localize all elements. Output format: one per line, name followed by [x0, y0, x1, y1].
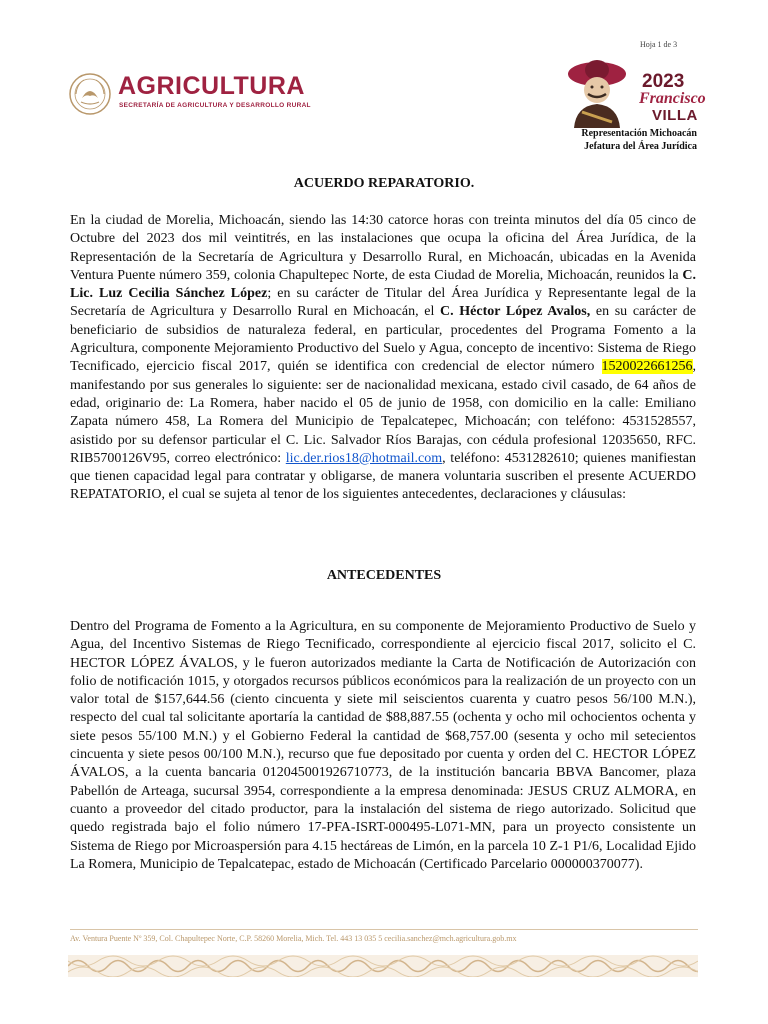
national-emblem-icon — [68, 72, 112, 116]
intro-text-1: En la ciudad de Morelia, Michoacán, siendo las 14:30 catorce horas con treinta minutos del día 05 cinco de Octubre del 2023 dos mil veintitrés, en las instalaciones que ocupa la oficina del Área Jurídica, de la Representación de la Secretaría de Agricultura y Desarrollo Rural, en Michoacán, ubicadas en la Avenida Ventura Puente número 359, colonia Chapultepec Norte, de esta Ciudad de Morelia, Michoacán, reunidos la — [70, 213, 696, 283]
brand-subtitle: SECRETARÍA DE AGRICULTURA Y DESARROLLO RURAL — [119, 102, 311, 109]
year-name-first: Francisco — [639, 90, 706, 107]
office-block — [581, 128, 697, 153]
intro-text-3: en su carácter de beneficiario de subsidios de naturaleza federal, en particular, procedentes del Programa Fomento a la Agricultura, componente Mejoramiento Productivo del Suelo y Agua, concepto de incentivo: Sistema de Riego Tecnificado, ejercicio fiscal 2017, quién se identifica con credencial de elector número — [70, 304, 696, 375]
page-number: Hoja 1 de 3 — [640, 40, 678, 49]
intro-paragraph — [70, 212, 696, 505]
agricultura-logo — [68, 68, 328, 120]
intro-text-5: , teléfono: 4531282610; quienes manifiestan que tienen capacidad legal para contratar y obligarse, de manera voluntaria suscriben el presente ACUERDO REPATATORIO, el cual se sujeta al tenor de los siguientes antecedentes, declaraciones y cláusulas: — [70, 450, 696, 503]
official-name: C. Lic. Luz Cecilia Sánchez López — [70, 267, 696, 302]
intro-text-2: ; en su carácter de Titular del Área Jurídica y Representante legal de la Secretaría de Agricultura y Desarrollo Rural en Michoacán, el — [70, 286, 697, 320]
year-label: 2023 — [642, 71, 685, 92]
antecedentes-heading: ANTECEDENTES — [326, 568, 442, 583]
email-link[interactable]: lic.der.rios18@hotmail.com — [285, 450, 443, 466]
footer-divider — [70, 929, 698, 930]
office-name: Representación Michoacán — [581, 128, 697, 139]
portrait-badge-icon — [566, 56, 628, 128]
decorative-band — [68, 955, 698, 977]
footer-address: Av. Ventura Puente Nº 359, Col. Chapultepec Norte, C.P. 58260 Morelia, Mich. Tel. 443 13 035 5 cecilia.sanchez@mch.agricultura.gob.mx — [70, 934, 517, 943]
year-logo — [566, 56, 716, 128]
brand-name: AGRICULTURA — [118, 72, 305, 100]
document-title: ACUERDO REPARATORIO. — [293, 176, 475, 191]
intro-text-4: , manifestando por sus generales lo siguiente: ser de nacionalidad mexicana, estado civil casado, de 64 años de edad, originario de: La Romera, haber nacido el 05 de junio de 1958, con domicilio en la calle: Emiliano Zapata número 458, La Romera del Municipio de Tepalcatepec, Michoacán; con teléfono: 4531528557, asistido por su defensor particular el C. Lic. Salvador Ríos Barajas, con cédula profesional 12035650, RFC. RIB5700126V95, correo electrónico: — [70, 359, 696, 466]
year-name-last: VILLA — [652, 107, 698, 124]
office-department: Jefatura del Área Jurídica — [584, 140, 697, 152]
voter-id-highlight: 1520022661256 — [601, 359, 693, 375]
beneficiary-name: C. Héctor López Avalos, — [440, 304, 591, 320]
antecedentes-paragraph: Dentro del Programa de Fomento a la Agricultura, en su componente de Mejoramiento Productivo de Suelo y Agua, del Incentivo Sistemas de Riego Tecnificado, correspondiente al ejercicio fiscal 2017, solicito el C. HECTOR LÓPEZ ÁVALOS, y le fueron autorizados mediante la Carta de Notificación de Autorización con folio de notificación 1015, y otorgados recursos públicos económicos para la realización de un proyecto con un valor total de $157,644.56 (ciento cincuenta y siete mil seiscientos cuarenta y cuatro pesos 56/100 M.N.), respecto del cual tal solicitante aportaría la cantidad de $88,887.55 (ochenta y ocho mil ochocientos ochenta y siete pesos 55/100 M.N.) y el Gobierno Federal la cantidad de $68,757.00 (sesenta y ocho mil setecientos cincuenta y siete pesos 00/100 M.N.), recurso que fue depositado por cuenta y orden del C. HECTOR LÓPEZ ÁVALOS, a la cuenta bancaria 012045001926710773, de la institución bancaria BBVA Bancomer, plaza Pabellón de Arteaga, sucursal 3954, correspondiente a la empresa denominada: JESUS CRUZ ALMORA, en cuanto a proveedor del citado productor, para la instalación del sistema de riego autorizado. Solicitud que quedo registrada bajo el folio número 17-PFA-ISRT-000495-L071-MN, para un proyecto consistente un Sistema de Riego por Microaspersión para 4.15 hectáreas de Limón, en la parcela 10 Z-1 P1/6, Localidad Ejido La Romera, Municipio de Tepalcatepac, estado de Michoacán (Certificado Parcelario 000000370077). — [70, 619, 696, 872]
